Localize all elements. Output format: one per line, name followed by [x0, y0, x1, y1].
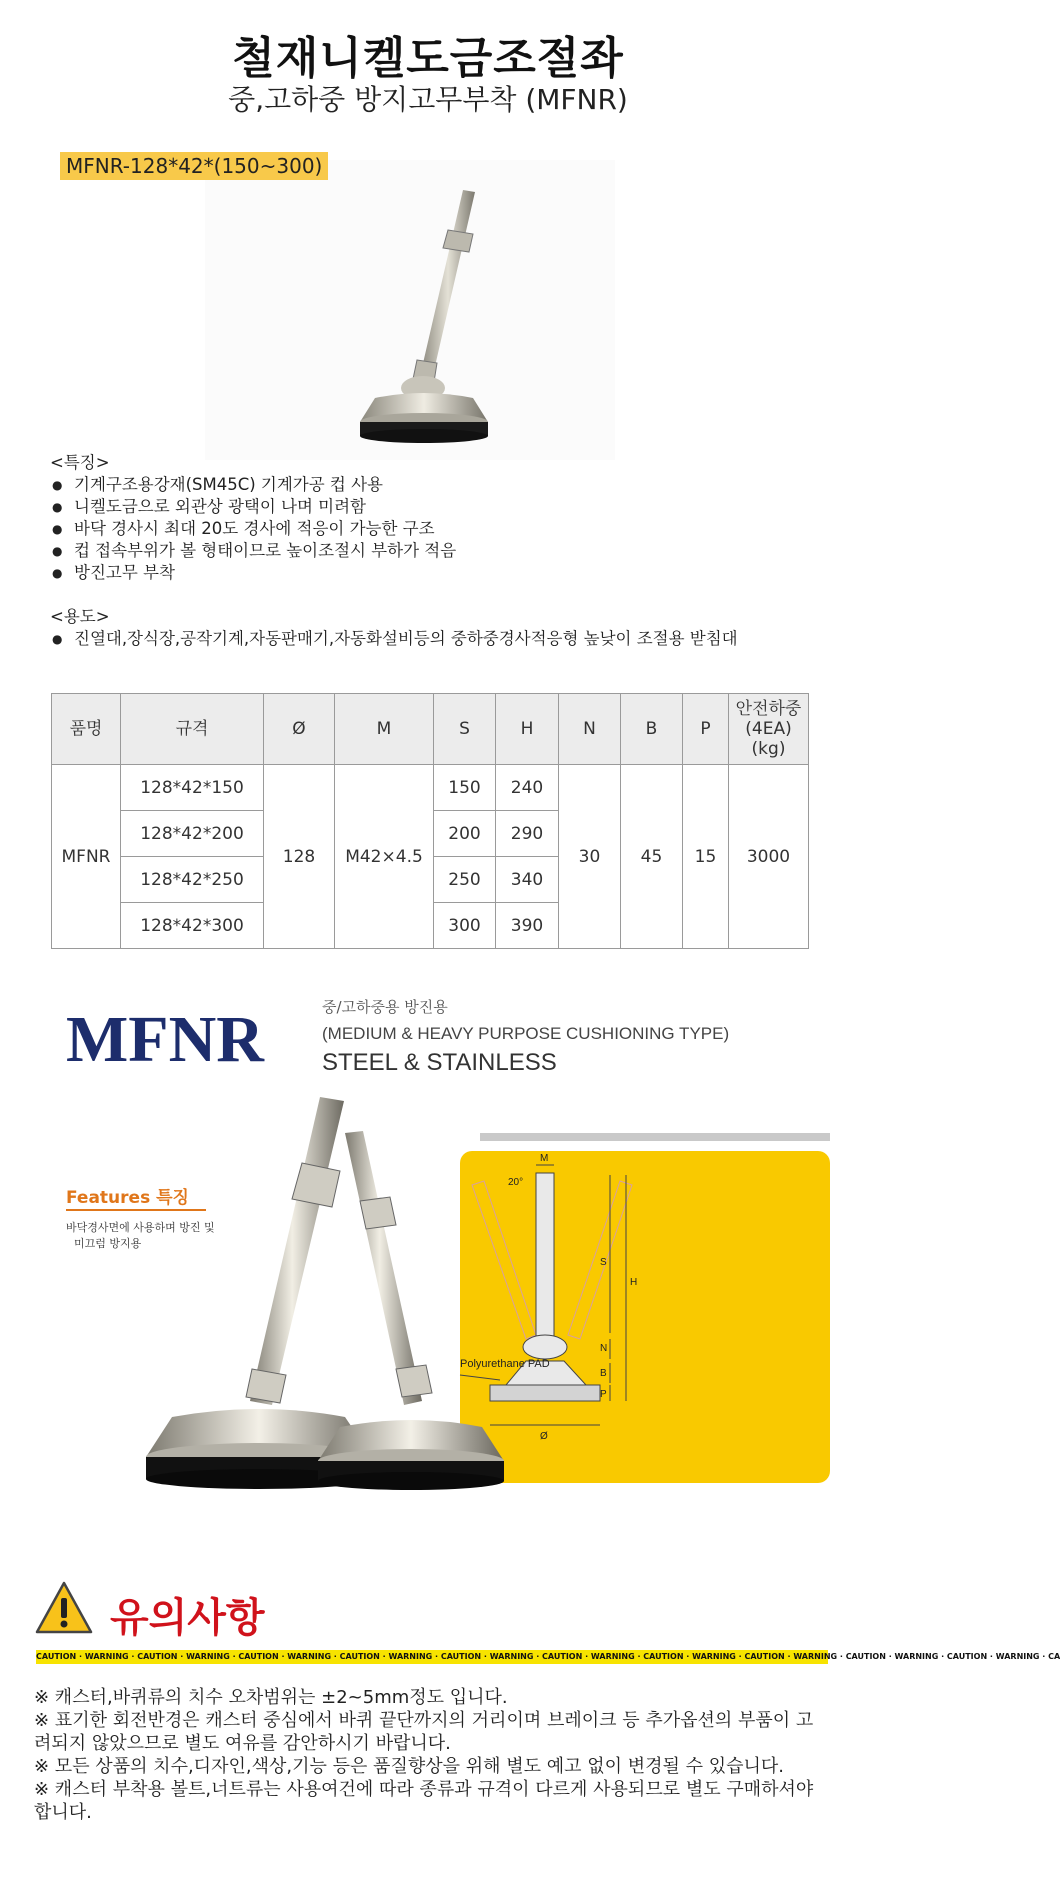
- cell-s: 300: [434, 903, 496, 949]
- page-subtitle: 중,고하중 방지고무부착 (MFNR): [228, 83, 628, 116]
- banner-feature-text: 바닥경사면에 사용하며 방진 및: [66, 1221, 215, 1234]
- dim-angle-label: 20°: [508, 1177, 524, 1188]
- cell-diameter: 128: [264, 765, 335, 949]
- col-header-s: S: [434, 694, 496, 765]
- caution-header: [34, 1580, 834, 1640]
- mfnr-product-banner: [60, 985, 830, 1525]
- note-item: ※ 캐스터 부착용 볼트,너트류는 사용여건에 따라 종류과 규격이 다르게 사용되므로 별도 구매하셔야 합니다.: [34, 1779, 814, 1823]
- note-item: ※ 캐스터,바퀴류의 치수 오차범위는 ±2~5mm정도 입니다.: [34, 1687, 508, 1708]
- dim-s-label: S: [600, 1257, 607, 1268]
- cell-s: 200: [434, 811, 496, 857]
- col-header-load: 안전하중 (4EA) (kg): [729, 694, 809, 765]
- cell-p: 15: [683, 765, 729, 949]
- cell-spec: 128*42*150: [121, 765, 264, 811]
- cell-b: 45: [621, 765, 683, 949]
- dim-n-label: N: [600, 1343, 608, 1354]
- banner-kr-type: 중/고하중용 방진용: [322, 998, 448, 1016]
- col-header-diameter: Ø: [264, 694, 335, 765]
- cell-load: 3000: [729, 765, 809, 949]
- cell-spec: 128*42*300: [121, 903, 264, 949]
- banner-en-type: (MEDIUM & HEAVY PURPOSE CUSHIONING TYPE): [322, 1024, 730, 1043]
- dim-m-label: M: [540, 1153, 549, 1164]
- cell-h: 240: [496, 765, 559, 811]
- caution-tape: CAUTION · WARNING · CAUTION · WARNING · CAUTION · WARNING · CAUTION · WARNING · CAUTION · WARNING · CAUTION · WARNING · CAUTION · WARNING · CAUTION · WARNING · CAUTION · WARNING · CAUTION · WARNING · CA: [36, 1650, 828, 1664]
- note-item: ※ 모든 상품의 치수,디자인,색상,기능 등은 품질향상을 위해 별도 예고 없이 변경될 수 있습니다.: [34, 1756, 784, 1777]
- feature-item: ● 방진고무 부착: [50, 562, 738, 584]
- caution-title: 유의사항: [110, 1595, 265, 1641]
- dim-p-label: P: [600, 1389, 607, 1400]
- cell-s: 150: [434, 765, 496, 811]
- dim-b-label: B: [600, 1368, 607, 1379]
- banner-material: STEEL & STAINLESS: [322, 1049, 557, 1076]
- dim-diameter-label: Ø: [540, 1431, 548, 1442]
- cell-h: 290: [496, 811, 559, 857]
- col-header-m: M: [335, 694, 434, 765]
- table-row: [52, 765, 809, 811]
- usage-heading: <용도>: [50, 607, 110, 626]
- cell-spec: 128*42*250: [121, 857, 264, 903]
- feature-item: ● 컵 접속부위가 볼 형태이므로 높이조절시 부하가 적음: [50, 540, 738, 562]
- cell-spec: 128*42*200: [121, 811, 264, 857]
- features-label: Features 특징: [66, 1188, 189, 1208]
- col-header-name: 품명: [52, 694, 121, 765]
- cell-h: 390: [496, 903, 559, 949]
- spec-table: [51, 693, 809, 949]
- col-header-b: B: [621, 694, 683, 765]
- col-header-p: P: [683, 694, 729, 765]
- col-header-spec: 규격: [121, 694, 264, 765]
- warning-icon: [34, 1580, 94, 1636]
- features-heading: <특징>: [50, 453, 110, 472]
- model-tag: MFNR-128*42*(150~300): [60, 152, 328, 180]
- dim-h-label: H: [630, 1277, 638, 1288]
- col-header-n: N: [559, 694, 621, 765]
- banner-feature-text: 미끄럼 방지용: [74, 1237, 142, 1250]
- cell-s: 250: [434, 857, 496, 903]
- feature-item: ● 니켈도금으로 외관상 광택이 나며 미려함: [50, 496, 738, 518]
- cell-h: 340: [496, 857, 559, 903]
- note-item: ※ 표기한 회전반경은 캐스터 중심에서 바퀴 끝단까지의 거리이며 브레이크 등 추가옵션의 부품이 고려되지 않았으므로 별도 여유를 감안하시기 바랍니다.: [34, 1710, 814, 1754]
- col-header-h: H: [496, 694, 559, 765]
- caution-notes: [34, 1686, 824, 1824]
- page-title: 철재니켈도금조절좌: [232, 33, 624, 84]
- banner-logo: MFNR: [66, 1003, 264, 1076]
- feature-item: ● 바닥 경사시 최대 20도 경사에 적응이 가능한 구조: [50, 518, 738, 540]
- cell-n: 30: [559, 765, 621, 949]
- cell-thread: M42×4.5: [335, 765, 434, 949]
- product-photo: [205, 160, 615, 460]
- cell-name: MFNR: [52, 765, 121, 949]
- usage-item: ● 진열대,장식장,공작기계,자동판매기,자동화설비등의 중하중경사적응형 높낮이 조절용 받침대: [50, 628, 738, 650]
- table-header-row: [52, 694, 809, 765]
- pad-label: Polyurethane PAD: [460, 1358, 550, 1370]
- features-section: [50, 452, 738, 650]
- feature-item: ● 기계구조용강재(SM45C) 기계가공 컵 사용: [50, 474, 738, 496]
